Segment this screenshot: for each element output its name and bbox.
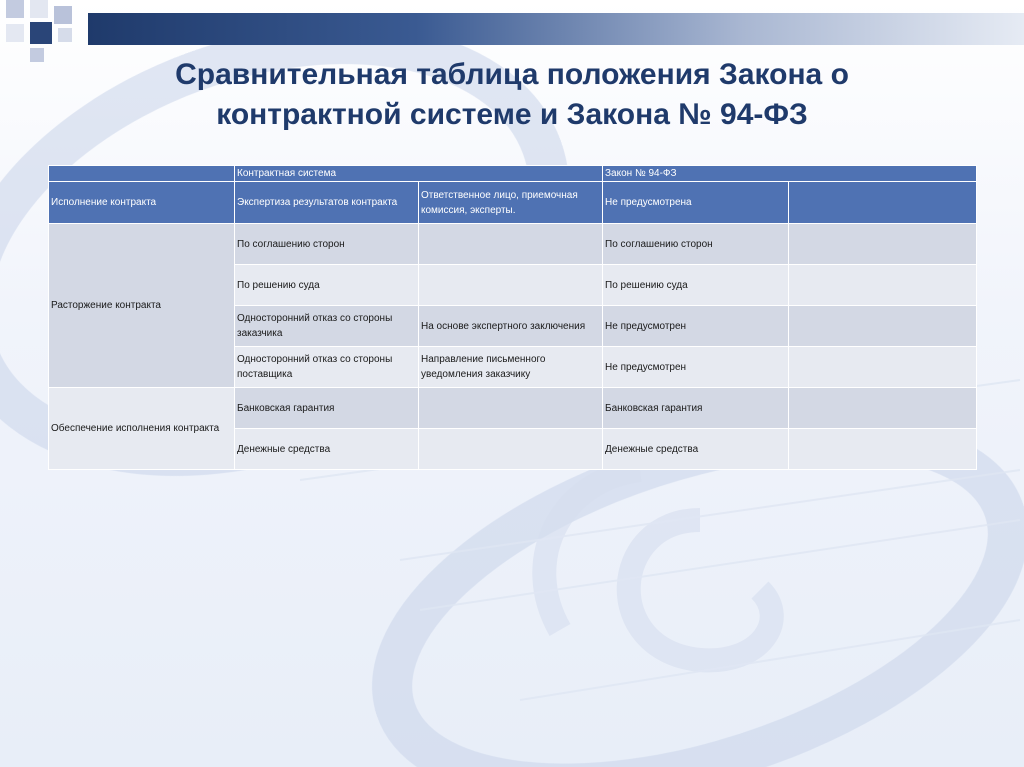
title-line-2: контрактной системе и Закона № 94-ФЗ [216, 98, 808, 131]
table-cell: Экспертиза результатов контракта [235, 182, 419, 224]
table-cell-empty [789, 306, 977, 347]
table-cell-empty [789, 347, 977, 388]
table-cell: Денежные средства [235, 429, 419, 470]
table-row [49, 388, 977, 429]
table-header-row [49, 166, 977, 182]
table-cell: Односторонний отказ со стороны поставщика [235, 347, 419, 388]
table-cell: Ответственное лицо, приемочная комиссия, эксперты. [419, 182, 603, 224]
table-cell [419, 265, 603, 306]
title-line-1: Сравнительная таблица положения Закона о [175, 58, 849, 91]
slide-title [60, 55, 964, 135]
table-cell: На основе экспертного заключения [419, 306, 603, 347]
table-cell: По решению суда [235, 265, 419, 306]
table-cell-empty [789, 182, 977, 224]
table-cell: Банковская гарантия [603, 388, 789, 429]
table-cell: Не предусмотрена [603, 182, 789, 224]
table-cell: По решению суда [603, 265, 789, 306]
comparison-table [48, 165, 977, 470]
table-cell: Односторонний отказ со стороны заказчика [235, 306, 419, 347]
table-row-execution [49, 182, 977, 224]
table-cell [419, 388, 603, 429]
table-cell: Банковская гарантия [235, 388, 419, 429]
row-label-termination: Расторжение контракта [49, 224, 235, 388]
table-row [49, 224, 977, 265]
table-cell: Не предусмотрен [603, 347, 789, 388]
table-cell-empty [789, 224, 977, 265]
header-law-94: Закон № 94-ФЗ [603, 166, 977, 182]
header-contract-system: Контрактная система [235, 166, 603, 182]
table-cell: По соглашению сторон [603, 224, 789, 265]
table-cell: Направление письменного уведомления заказчику [419, 347, 603, 388]
table-cell-empty [789, 265, 977, 306]
table-cell [419, 224, 603, 265]
table-cell: Не предусмотрен [603, 306, 789, 347]
table-cell [419, 429, 603, 470]
header-gradient-bar [88, 13, 1024, 45]
table-cell: Денежные средства [603, 429, 789, 470]
row-label-execution: Исполнение контракта [49, 182, 235, 224]
comparison-table-wrapper [48, 165, 976, 470]
table-cell-empty [789, 429, 977, 470]
table-cell: По соглашению сторон [235, 224, 419, 265]
table-cell-empty [789, 388, 977, 429]
header-empty-cell [49, 166, 235, 182]
row-label-security: Обеспечение исполнения контракта [49, 388, 235, 470]
